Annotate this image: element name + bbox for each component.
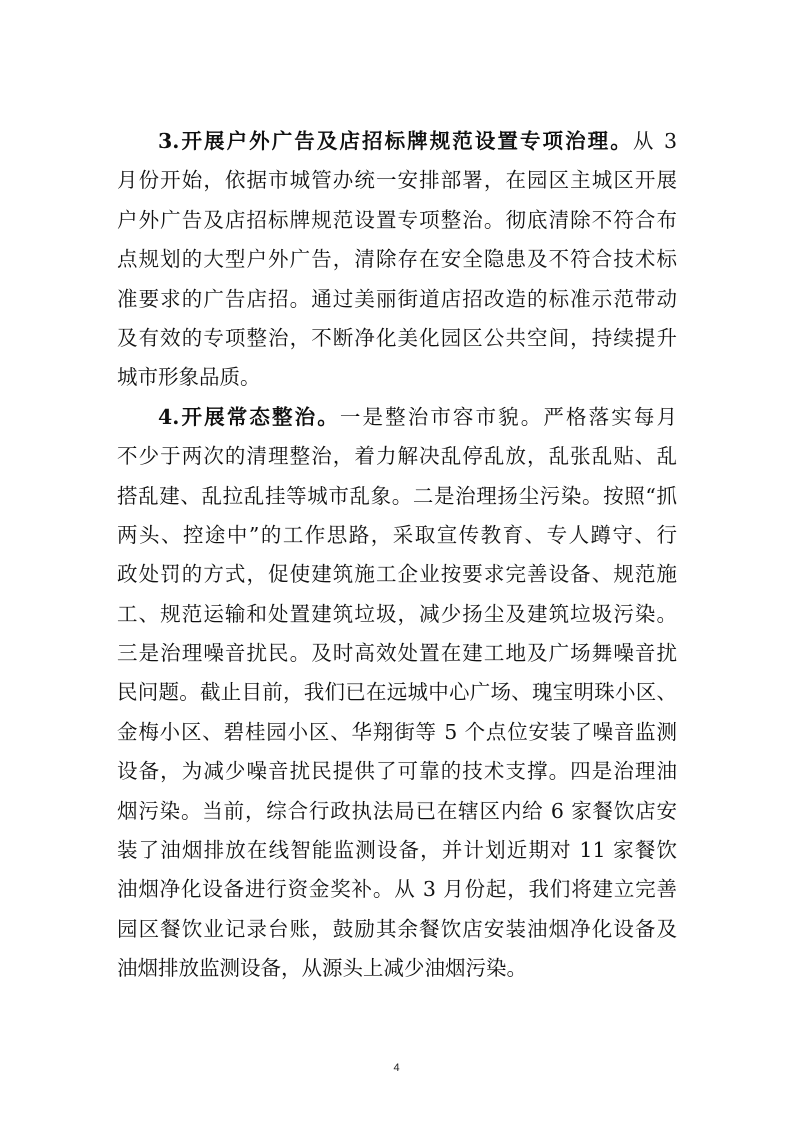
paragraph-3-line: 点规划的大型户外广告，清除存在安全隐患及不符合技术标 — [117, 247, 677, 272]
paragraph-4-line: 民问题。截止目前，我们已在远城中心广场、瑰宝明珠小区、 — [117, 680, 677, 705]
paragraph-3-line: 户外广告及店招标牌规范设置专项整治。彻底清除不符合布 — [117, 207, 677, 232]
paragraph-4-line: 工、规范运输和处置建筑垃圾，减少扬尘及建筑垃圾污染。 — [117, 601, 677, 626]
paragraph-4-line: 装了油烟排放在线智能监测设备，并计划近期对 11 家餐饮 — [117, 838, 677, 863]
page-number: 4 — [393, 1062, 400, 1074]
paragraph-3-line: 准要求的广告店招。通过美丽街道店招改造的标准示范带动 — [117, 286, 677, 311]
paragraph-4-text: 一是整治市容市貌。严格落实每月 — [339, 404, 677, 429]
paragraph-4-line: 园区餐饮业记录台账，鼓励其余餐饮店安装油烟净化设备及 — [117, 916, 677, 941]
paragraph-4-line: 政处罚的方式，促使建筑施工企业按要求完善设备、规范施 — [117, 562, 677, 587]
paragraph-4-line: 设备，为减少噪音扰民提供了可靠的技术支撑。四是治理油 — [117, 759, 677, 784]
paragraph-4-line: 金梅小区、碧桂园小区、华翔街等 5 个点位安装了噪音监测 — [117, 719, 677, 744]
paragraph-3-line: 城市形象品质。 — [117, 365, 261, 390]
paragraph-3-line: 月份开始，依据市城管办统一安排部署，在园区主城区开展 — [117, 168, 677, 193]
paragraph-3-heading: 3.开展户外广告及店招标牌规范设置专项治理。 — [158, 129, 633, 153]
paragraph-4-line: 两头、控途中”的工作思路，采取宣传教育、专人蹲守、行 — [117, 522, 677, 547]
paragraph-4-line: 不少于两次的清理整治，着力解决乱停乱放，乱张乱贴、乱 — [117, 444, 677, 469]
paragraph-4-line: 烟污染。当前，综合行政执法局已在辖区内给 6 家餐饮店安 — [117, 798, 677, 823]
body-text — [117, 122, 677, 989]
paragraph-4-heading: 4.开展常态整治。 — [158, 404, 340, 429]
paragraph-3-line: 及有效的专项整治，不断净化美化园区公共空间，持续提升 — [117, 325, 677, 350]
paragraph-4-line: 三是治理噪音扰民。及时高效处置在建工地及广场舞噪音扰 — [117, 641, 677, 666]
paragraph-3-line-1 — [117, 122, 677, 161]
paragraph-4-line: 油烟排放监测设备，从源头上减少油烟污染。 — [117, 956, 527, 981]
paragraph-4-line: 油烟净化设备进行资金奖补。从 3 月份起，我们将建立完善 — [117, 877, 677, 902]
paragraph-4-line-1 — [117, 398, 677, 437]
paragraph-3-text: 从 3 — [632, 129, 678, 153]
paragraph-4-line: 搭乱建、乱拉乱挂等城市乱象。二是治理扬尘污染。按照“抓 — [117, 483, 677, 508]
